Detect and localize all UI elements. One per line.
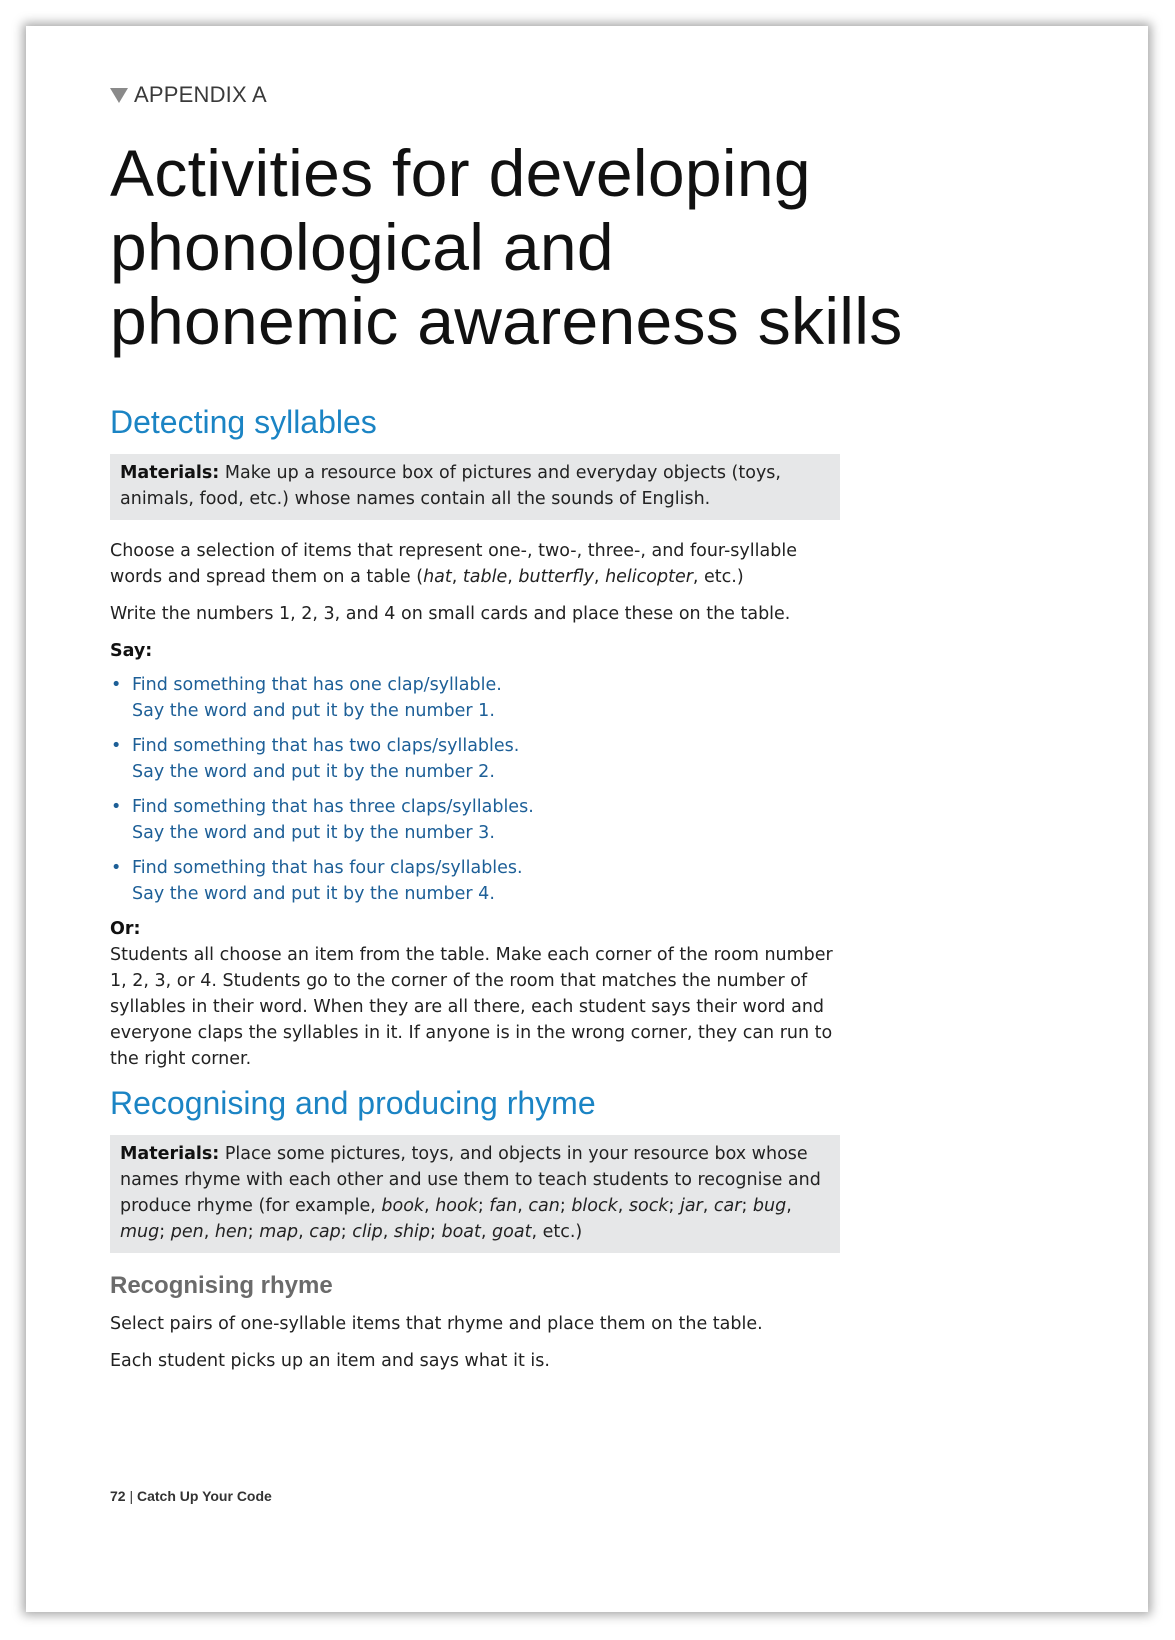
list-item [110, 672, 840, 724]
example-word: hat [423, 567, 452, 587]
materials-box-rhyme: Materials: Place some pictures, toys, and objects in your resource box whose names rhyme with each other and use them to teach students to recognise and produce rhyme (for example, book, hook; fan, can; block, sock; jar, car; bug, mug; pen, hen; map, cap; clip, ship; boat, goat, etc.) [110, 1135, 840, 1253]
instruction-list [110, 672, 840, 907]
bullet-icon: • [111, 675, 122, 695]
example-word: clip [352, 1222, 383, 1242]
section-heading-rhyme: Recognising and producing rhyme [110, 1085, 596, 1121]
paragraph: Write the numbers 1, 2, 3, and 4 on small cards and place these on the table. [110, 604, 791, 624]
materials-box-syllables [110, 454, 840, 520]
example-word: can [528, 1196, 560, 1216]
document-page [26, 26, 1148, 1612]
materials-text: Make up a resource box of pictures and everyday objects (toys, animals, food, etc.) whose names contain all the sounds of English. [120, 463, 781, 509]
example-word: sock [628, 1196, 669, 1216]
example-word: jar [679, 1196, 703, 1216]
example-word: mug [120, 1222, 160, 1242]
page-number: 72 [110, 1488, 126, 1504]
example-word: boat [441, 1222, 481, 1242]
list-item-line: Say the word and put it by the number 3. [132, 823, 495, 843]
bullet-icon: • [111, 736, 122, 756]
or-label: Or: [110, 919, 141, 939]
subheading-recognising-rhyme: Recognising rhyme [110, 1272, 333, 1299]
title-line: Activities for developing [110, 136, 811, 210]
list-item-line: Say the word and put it by the number 2. [132, 762, 495, 782]
example-word: hook [435, 1196, 478, 1216]
example-word: car [713, 1196, 742, 1216]
book-title: Catch Up Your Code [137, 1488, 272, 1504]
example-word: cap [309, 1222, 341, 1242]
example-word: book [381, 1196, 425, 1216]
list-item-line: Find something that has two claps/syllables. [132, 736, 520, 756]
paragraph: Choose a selection of items that represent one-, two-, three-, and four-syllable words and spread them on a table (hat, table, butterfly, helicopter, etc.) [110, 541, 797, 587]
page-title [110, 136, 1090, 358]
paragraph-text: , etc.) [692, 567, 744, 587]
list-item [110, 733, 840, 785]
paragraph: Students all choose an item from the table. Make each corner of the room number 1, 2, 3, or 4. Students go to the corner of the room that matches the number of syllables in their word. When they are all there, each student says their word and everyone claps the syllables in it. If anyone is in the wrong corner, they can run to the right corner. [110, 945, 833, 1069]
bullet-icon: • [111, 797, 122, 817]
materials-text: , etc.) [531, 1222, 583, 1242]
materials-label: Materials: [120, 463, 220, 483]
appendix-text: APPENDIX A [134, 82, 267, 107]
example-word: bug [752, 1196, 787, 1216]
appendix-label [110, 82, 267, 108]
list-item-line: Find something that has three claps/syllables. [132, 797, 534, 817]
example-word: map [259, 1222, 299, 1242]
example-word: goat [492, 1222, 532, 1242]
example-word: fan [489, 1196, 518, 1216]
list-item-line: Find something that has one clap/syllable. [132, 675, 502, 695]
page-footer [110, 1488, 272, 1504]
title-line: phonemic awareness skills [110, 284, 903, 358]
materials-label: Materials: [120, 1144, 220, 1164]
materials-text: Place some pictures, toys, and objects in your resource box whose names rhyme with each other and use them to teach students to recognise and produce rhyme (for example, [120, 1144, 821, 1216]
paragraph-text: Choose a selection of items that represent one-, two-, three-, and four-syllable words and spread them on a table ( [110, 541, 797, 587]
triangle-down-icon [110, 88, 128, 103]
bullet-icon: • [111, 858, 122, 878]
example-word: helicopter [605, 567, 693, 587]
body-flow [110, 402, 840, 1385]
example-word: ship [393, 1222, 431, 1242]
say-label: Say: [110, 641, 153, 661]
section-heading-syllables: Detecting syllables [110, 404, 377, 440]
example-word: table [462, 567, 508, 587]
example-word: hen [214, 1222, 248, 1242]
list-item [110, 855, 840, 907]
paragraph: Select pairs of one-syllable items that rhyme and place them on the table. [110, 1314, 763, 1334]
list-item-line: Say the word and put it by the number 4. [132, 884, 495, 904]
paragraph: Each student picks up an item and says what it is. [110, 1351, 550, 1371]
footer-separator: | [125, 1488, 137, 1504]
title-line: phonological and [110, 210, 614, 284]
list-item-line: Say the word and put it by the number 1. [132, 701, 495, 721]
example-word: butterfly [518, 567, 594, 587]
list-item-line: Find something that has four claps/syllables. [132, 858, 523, 878]
example-word: pen [170, 1222, 204, 1242]
example-word: block [571, 1196, 618, 1216]
list-item [110, 794, 840, 846]
